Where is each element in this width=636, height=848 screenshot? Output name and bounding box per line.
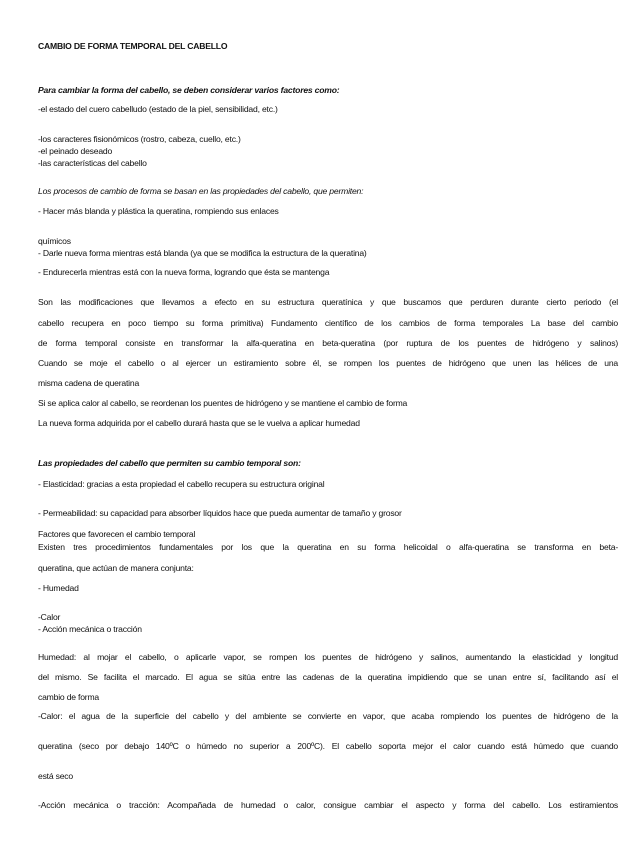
factors-intro: Para cambiar la forma del cabello, se deben considerar varios factores como:: [38, 85, 340, 95]
paragraph-line: de forma temporal consiste en transformar la alfa-queratina en beta-queratina (por ruptura de los puentes de hidrógeno y salinos): [38, 338, 618, 348]
paragraph-line: cambio de forma: [38, 692, 100, 702]
properties-intro: Las propiedades del cabello que permiten su cambio temporal son:: [38, 458, 301, 468]
paragraph-line: Si se aplica calor al cabello, se reordenan los puentes de hidrógeno y se mantiene el cambio de forma: [38, 398, 408, 408]
list-item: - Elasticidad: gracias a esta propiedad el cabello recupera su estructura original: [38, 479, 325, 489]
list-item: -las características del cabello: [38, 158, 147, 168]
list-item: - Acción mecánica o tracción: [38, 624, 142, 634]
paragraph-line: Humedad: al mojar el cabello, o aplicarle vapor, se rompen los puentes de hidrógeno y salinos, aumentando la elasticidad y longitud: [38, 652, 618, 662]
paragraph-line: cabello recupera en poco tiempo su forma primitiva) Fundamento científico de los cambios de forma temporales La base del cambio: [38, 318, 618, 328]
list-item: - Darle nueva forma mientras está blanda (ya que se modifica la estructura de la queratina): [38, 248, 367, 258]
paragraph-line: Son las modificaciones que llevamos a efecto en su estructura queratínica y que buscamos que perduren durante cierto periodo (el: [38, 297, 618, 307]
list-item: - Permeabilidad: su capacidad para absorber líquidos hace que pueda aumentar de tamaño y grosor: [38, 508, 402, 518]
paragraph-line: del mismo. Se facilita el marcado. El agua se sitúa entre las cadenas de la queratina impidiendo que se unan entre sí, facilitando así el: [38, 672, 618, 682]
paragraph-line: Cuando se moje el cabello o al ejercer un estiramiento sobre él, se rompen los puentes de hidrógeno que unen las hélices de una: [38, 358, 618, 368]
list-item: - Humedad: [38, 583, 79, 593]
section-heading: Factores que favorecen el cambio temporal: [38, 529, 196, 539]
page-title: CAMBIO DE FORMA TEMPORAL DEL CABELLO: [38, 41, 228, 51]
paragraph-line: -Calor: el agua de la superficie del cabello y del ambiente se convierte en vapor, que acaba rompiendo los puentes de hidrógeno de la: [38, 711, 618, 721]
paragraph-line: -Acción mecánica o tracción: Acompañada de humedad o calor, consigue cambiar el aspecto y forma del cabello. Los estiramientos: [38, 800, 618, 810]
paragraph-line: está seco: [38, 771, 73, 781]
processes-intro: Los procesos de cambio de forma se basan en las propiedades del cabello, que permiten:: [38, 186, 364, 196]
paragraph-line: misma cadena de queratina: [38, 378, 140, 388]
paragraph-line: queratina, que actúan de manera conjunta:: [38, 563, 194, 573]
paragraph-line: Existen tres procedimientos fundamentales por los que la queratina en su forma helicoidal o alfa-queratina se transforma en beta-: [38, 542, 618, 552]
list-item: -Calor: [38, 612, 61, 622]
list-item: -los caracteres fisionómicos (rostro, cabeza, cuello, etc.): [38, 134, 241, 144]
list-item: químicos: [38, 236, 71, 246]
list-item: -el peinado deseado: [38, 146, 113, 156]
paragraph-line: La nueva forma adquirida por el cabello durará hasta que se le vuelva a aplicar humedad: [38, 418, 360, 428]
list-item: -el estado del cuero cabelludo (estado de la piel, sensibilidad, etc.): [38, 104, 278, 114]
list-item: - Endurecerla mientras está con la nueva forma, logrando que ésta se mantenga: [38, 267, 330, 277]
list-item: - Hacer más blanda y plástica la queratina, rompiendo sus enlaces: [38, 206, 279, 216]
paragraph-line: queratina (seco por debajo 140ºC o húmedo no superior a 200ºC). El cabello soporta mejor el calor cuando está húmedo que cuando: [38, 741, 618, 751]
